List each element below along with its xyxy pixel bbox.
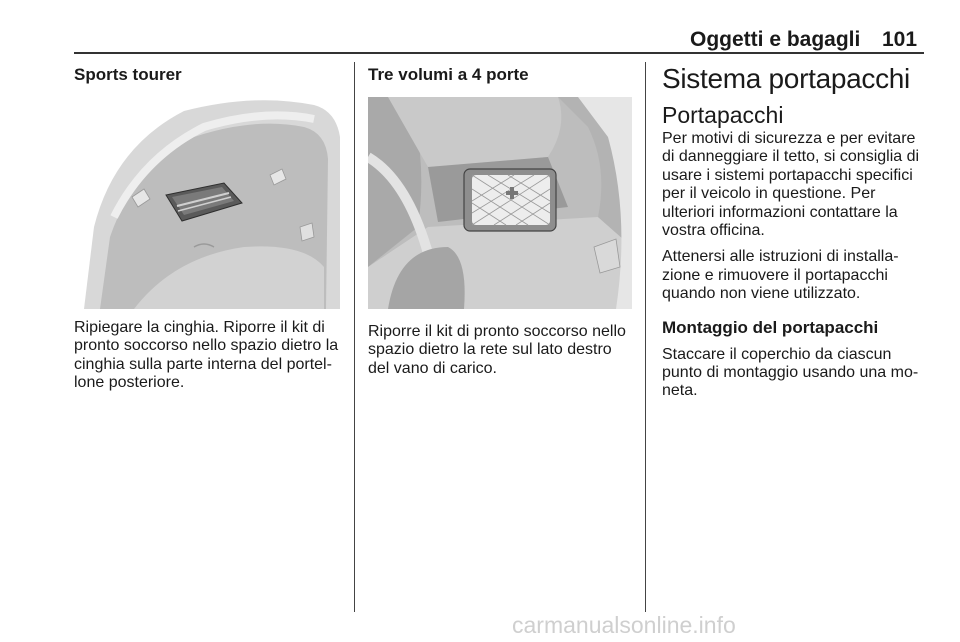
section-heading: Tre volumi a 4 porte <box>368 65 529 84</box>
caption-text: Ripiegare la cinghia. Riporre il kit di pronto soccorso nello spazio dietro la cinghia sulla parte interna del portellone posteriore. <box>74 319 339 392</box>
column-sistema-portapacchi <box>662 62 927 401</box>
paragraph: Staccare il coperchio da ciascun punto di montaggio usando una moneta. <box>662 345 919 400</box>
section-title: Sistema portapacchi <box>662 63 910 94</box>
trunk-illustration <box>368 97 632 309</box>
column-sports-tourer <box>74 62 340 393</box>
watermark: carmanualsonline.info <box>512 612 736 638</box>
tailgate-illustration <box>74 97 340 309</box>
section-heading: Sports tourer <box>74 65 182 84</box>
column-divider <box>645 62 646 612</box>
caption-text: Riporre il kit di pronto soccorso nello spazio dietro la rete sul lato destro del vano di carico. <box>368 323 626 377</box>
header-title: Oggetti e bagagli <box>690 28 861 51</box>
paragraph: Per motivi di sicurezza e per evitare di danneggiare il tetto, si consiglia di usare i sistemi portapacchi specifici per il veicolo in questione. Per ulteriori informazioni contattare la vostra officina. <box>662 130 920 240</box>
header-rule <box>74 52 924 54</box>
sub-heading: Montaggio del portapacchi <box>662 317 879 337</box>
column-divider <box>354 62 355 612</box>
page-number: 101 <box>882 28 918 51</box>
sub-title: Portapacchi <box>662 102 784 128</box>
paragraph: Attenersi alle istruzioni di installazione e rimuovere il portapacchi quando non viene utilizzato. <box>662 248 899 303</box>
column-tre-volumi <box>368 62 634 378</box>
